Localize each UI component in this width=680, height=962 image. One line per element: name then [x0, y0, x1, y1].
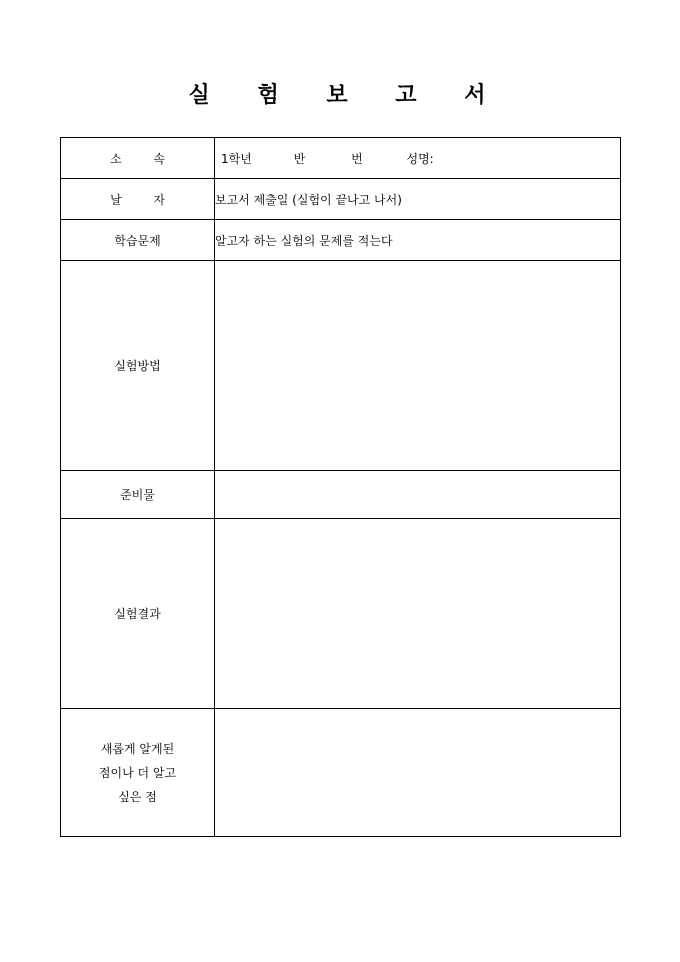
learned-label-line3: 싶은 점 [118, 789, 157, 804]
row-result [61, 519, 621, 709]
date-label-a: 날 [110, 192, 122, 207]
date-label-b: 자 [153, 192, 165, 207]
row-materials [61, 471, 621, 519]
problem-value[interactable]: 알고자 하는 실험의 문제를 적는다 [215, 220, 621, 261]
name-text: 성명: [406, 151, 434, 166]
learned-label-line2: 점이나 더 알고 [98, 765, 177, 780]
result-value[interactable] [215, 519, 621, 709]
affiliation-label-a: 소 [110, 151, 122, 166]
row-learned [61, 709, 621, 837]
affiliation-label-b: 속 [153, 151, 165, 166]
materials-value[interactable] [215, 471, 621, 519]
method-label: 실험방법 [61, 261, 215, 471]
row-problem [61, 220, 621, 261]
grade-text: 1학년 [221, 151, 252, 166]
learned-label-line1: 새롭게 알게된 [100, 741, 175, 756]
number-text: 번 [351, 151, 363, 166]
class-text: 반 [293, 151, 306, 166]
problem-label: 학습문제 [61, 220, 215, 261]
date-label [61, 179, 215, 220]
affiliation-value-cell[interactable] [215, 138, 621, 179]
learned-label [61, 709, 215, 837]
row-date [61, 179, 621, 220]
method-value[interactable] [215, 261, 621, 471]
report-table [60, 137, 621, 837]
row-method [61, 261, 621, 471]
row-affiliation [61, 138, 621, 179]
date-value[interactable]: 보고서 제출일 (실험이 끝나고 나서) [215, 179, 621, 220]
page-title: 실 험 보 고 서 [188, 82, 506, 108]
result-label: 실험결과 [61, 519, 215, 709]
materials-label: 준비물 [61, 471, 215, 519]
learned-value[interactable] [215, 709, 621, 837]
affiliation-label [61, 138, 215, 179]
